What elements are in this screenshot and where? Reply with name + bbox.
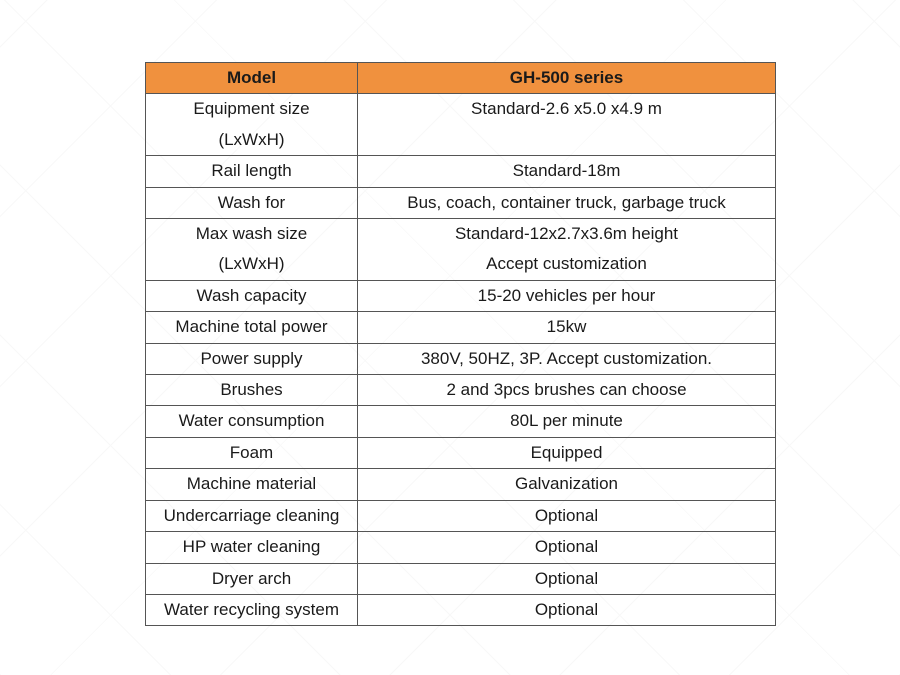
label-line: Water recycling system	[163, 599, 340, 619]
label-line: (LxWxH)	[218, 129, 285, 149]
value-line: 2 and 3pcs brushes can choose	[446, 380, 687, 400]
spec-value	[358, 594, 776, 625]
table-header-row	[146, 63, 776, 94]
spec-table	[145, 62, 776, 626]
label-line: Equipment size	[193, 99, 310, 119]
label-line: Dryer arch	[211, 568, 292, 588]
spec-value	[358, 343, 776, 374]
spec-label	[146, 563, 358, 594]
spec-value	[358, 187, 776, 218]
label-line: Foam	[229, 442, 274, 462]
spec-value	[358, 500, 776, 531]
table-row	[146, 594, 776, 625]
label-line: Power supply	[200, 348, 303, 368]
label-line: Brushes	[220, 380, 283, 400]
value-line: Equipped	[530, 442, 603, 462]
value-line: 80L per minute	[510, 411, 623, 431]
spec-value	[358, 280, 776, 311]
table-row	[146, 437, 776, 468]
spec-label	[146, 532, 358, 563]
value-line: Accept customization	[486, 254, 647, 274]
spec-value	[358, 94, 776, 156]
spec-label	[146, 437, 358, 468]
value-line: Optional	[534, 505, 599, 525]
table-row	[146, 94, 776, 156]
header-value: GH-500 series	[358, 63, 776, 94]
value-line: 15-20 vehicles per hour	[477, 285, 656, 305]
value-line: 15kw	[546, 317, 587, 337]
spec-label	[146, 406, 358, 437]
label-line: HP water cleaning	[182, 537, 321, 557]
spec-label	[146, 469, 358, 500]
spec-value	[358, 437, 776, 468]
spec-value	[358, 156, 776, 187]
spec-label	[146, 343, 358, 374]
spec-label	[146, 312, 358, 343]
table-row	[146, 563, 776, 594]
spec-value	[358, 532, 776, 563]
value-line: Standard-12x2.7x3.6m height	[454, 224, 679, 244]
header-label: Model	[146, 63, 358, 94]
spec-label	[146, 280, 358, 311]
table-row	[146, 500, 776, 531]
label-line: Rail length	[211, 161, 292, 181]
spec-label	[146, 94, 358, 156]
spec-value	[358, 469, 776, 500]
spec-label	[146, 156, 358, 187]
table-row	[146, 343, 776, 374]
value-line: Optional	[534, 537, 599, 557]
spec-value	[358, 312, 776, 343]
label-line: (LxWxH)	[218, 254, 285, 274]
spec-value	[358, 406, 776, 437]
spec-label	[146, 187, 358, 218]
spec-label	[146, 219, 358, 281]
spec-value	[358, 375, 776, 406]
label-line: Wash for	[217, 192, 286, 212]
spec-label	[146, 500, 358, 531]
table-row	[146, 280, 776, 311]
label-line: Wash capacity	[196, 285, 307, 305]
value-line: 380V, 50HZ, 3P. Accept customization.	[420, 348, 713, 368]
table-row	[146, 312, 776, 343]
spec-value	[358, 563, 776, 594]
table-row	[146, 219, 776, 281]
label-line: Max wash size	[195, 224, 308, 244]
value-line: Standard-2.6 x5.0 x4.9 m	[471, 99, 662, 119]
value-line	[358, 125, 775, 155]
label-line: Machine material	[186, 474, 317, 494]
value-line: Optional	[534, 568, 599, 588]
value-line: Standard-18m	[512, 161, 621, 181]
label-line: Water consumption	[178, 411, 325, 431]
value-line: Optional	[534, 599, 599, 619]
spec-label	[146, 594, 358, 625]
spec-value	[358, 219, 776, 281]
table-row	[146, 187, 776, 218]
spec-label	[146, 375, 358, 406]
table-row	[146, 375, 776, 406]
value-line: Bus, coach, container truck, garbage truck	[407, 192, 726, 212]
table-row	[146, 532, 776, 563]
table-row	[146, 469, 776, 500]
label-line: Machine total power	[175, 317, 328, 337]
table-row	[146, 406, 776, 437]
label-line: Undercarriage cleaning	[163, 505, 340, 525]
table-row	[146, 156, 776, 187]
value-line: Galvanization	[514, 474, 618, 494]
